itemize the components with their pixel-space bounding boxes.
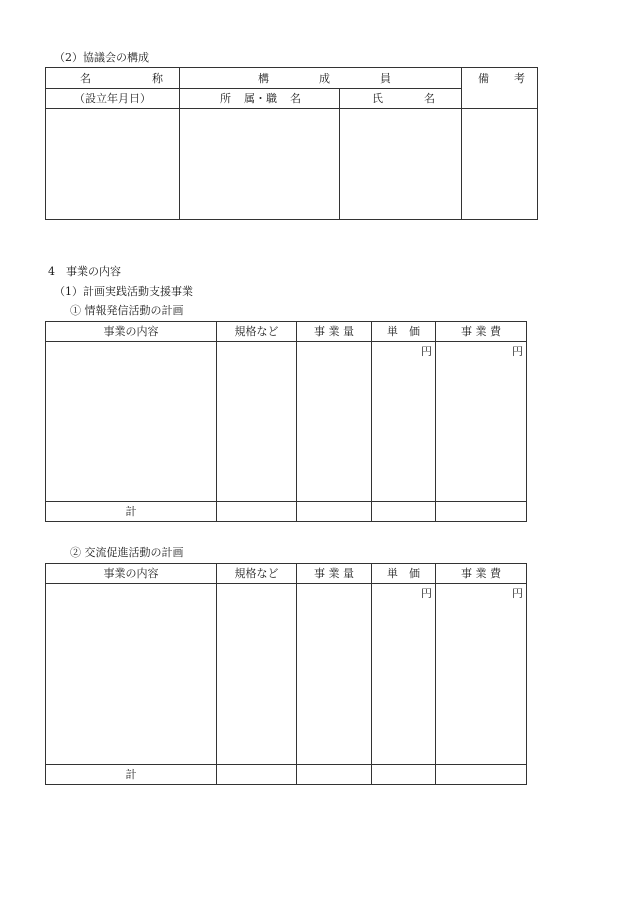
members-header: 構 成 員 bbox=[180, 68, 462, 89]
total-unit-price-cell bbox=[372, 502, 436, 522]
quantity-header: 事 業 量 bbox=[297, 322, 372, 342]
total-quantity-cell bbox=[297, 765, 372, 785]
unit-price-yen-label: 円 bbox=[372, 584, 436, 765]
spec-header: 規格など bbox=[217, 564, 297, 584]
section-4-heading: 4 事業の内容 bbox=[48, 265, 121, 278]
total-spec-cell bbox=[217, 765, 297, 785]
exchange-promotion-heading: ② 交流促進活動の計画 bbox=[70, 546, 184, 559]
business-cost-yen-label: 円 bbox=[436, 342, 527, 502]
quantity-header: 事 業 量 bbox=[297, 564, 372, 584]
total-label: 計 bbox=[46, 765, 217, 785]
business-content-header: 事業の内容 bbox=[46, 322, 217, 342]
spec-cell bbox=[217, 584, 297, 765]
council-composition-heading: （2）協議会の構成 bbox=[54, 51, 149, 64]
person-name-cell bbox=[340, 109, 462, 220]
spec-cell bbox=[217, 342, 297, 502]
section-4-1-heading: （1）計画実践活動支援事業 bbox=[54, 285, 193, 298]
person-name-header: 氏 名 bbox=[340, 89, 462, 109]
affiliation-cell bbox=[180, 109, 340, 220]
total-quantity-cell bbox=[297, 502, 372, 522]
business-content-header: 事業の内容 bbox=[46, 564, 217, 584]
info-dissemination-heading: ① 情報発信活動の計画 bbox=[70, 304, 184, 317]
remarks-header: 備 考 bbox=[462, 68, 538, 109]
business-content-cell bbox=[46, 584, 217, 765]
establishment-date-label: （設立年月日） bbox=[46, 89, 180, 109]
affiliation-header: 所 属・職 名 bbox=[180, 89, 340, 109]
info-dissemination-table bbox=[45, 321, 527, 522]
unit-price-yen-label: 円 bbox=[372, 342, 436, 502]
quantity-cell bbox=[297, 584, 372, 765]
business-cost-yen-label: 円 bbox=[436, 584, 527, 765]
total-cost-cell bbox=[436, 765, 527, 785]
business-cost-header: 事 業 費 bbox=[436, 322, 527, 342]
unit-price-header: 単 価 bbox=[372, 322, 436, 342]
business-cost-header: 事 業 費 bbox=[436, 564, 527, 584]
name-header: 名 称 bbox=[46, 68, 180, 89]
unit-price-header: 単 価 bbox=[372, 564, 436, 584]
exchange-promotion-table bbox=[45, 563, 527, 785]
total-unit-price-cell bbox=[372, 765, 436, 785]
remarks-cell bbox=[462, 109, 538, 220]
business-content-cell bbox=[46, 342, 217, 502]
spec-header: 規格など bbox=[217, 322, 297, 342]
name-cell bbox=[46, 109, 180, 220]
total-spec-cell bbox=[217, 502, 297, 522]
quantity-cell bbox=[297, 342, 372, 502]
total-cost-cell bbox=[436, 502, 527, 522]
council-composition-table bbox=[45, 67, 538, 220]
total-label: 計 bbox=[46, 502, 217, 522]
